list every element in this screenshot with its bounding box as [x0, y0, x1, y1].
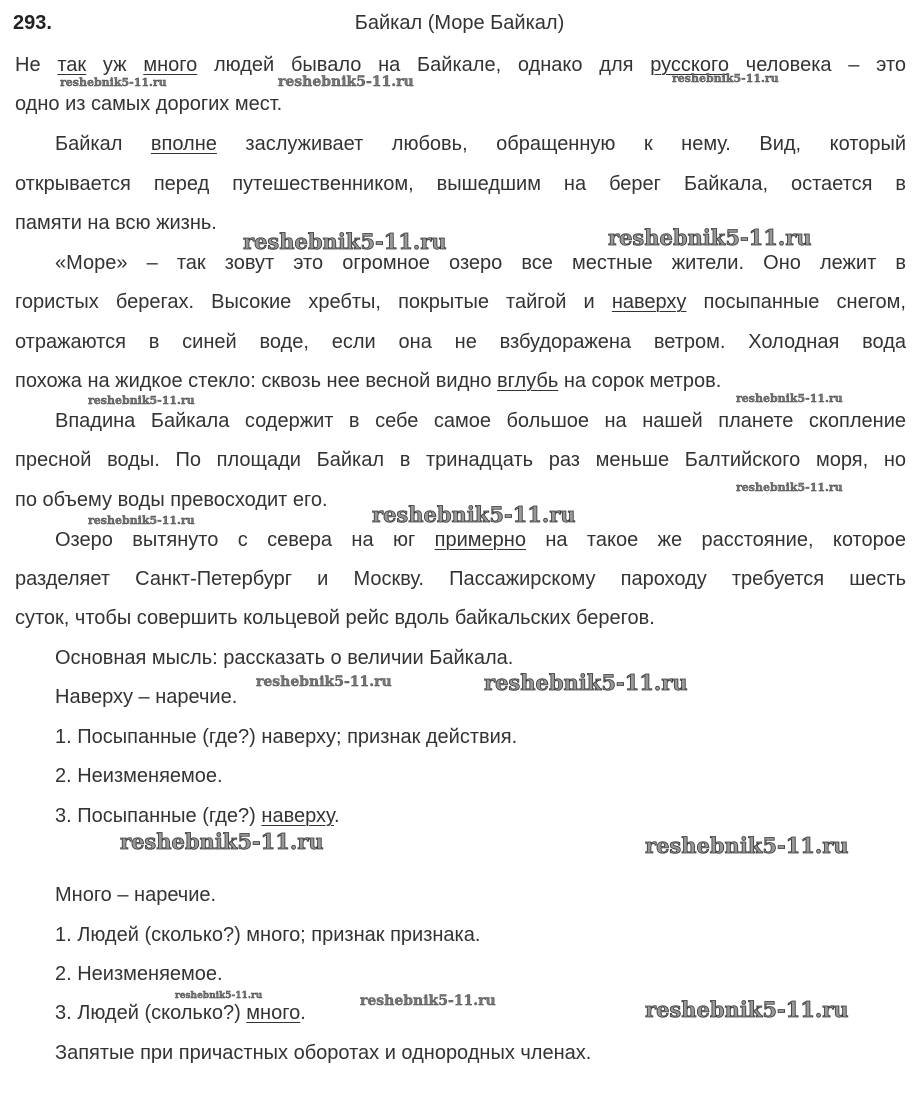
text-segment: памяти на всю жизнь.: [15, 212, 217, 234]
text-segment: 1. Посыпанные (где?) наверху; признак действия.: [55, 726, 518, 748]
watermark: reshebnik5-11.ru: [88, 394, 195, 407]
text-segment: Впадина Байкала содержит в себе самое большое на нашей планете скопление: [55, 410, 906, 432]
text-segment: одно из самых дорогих мест.: [15, 93, 283, 115]
text-segment: 3. Посыпанные (где?): [55, 805, 262, 827]
watermark: reshebnik5-11.ru: [278, 74, 414, 90]
text-segment: открывается перед путешественником, вышедшим на берег Байкала, остается в: [15, 173, 906, 195]
text-segment: Основная мысль: рассказать о величии Байкала.: [55, 647, 514, 669]
text-line: [55, 923, 480, 947]
watermark: reshebnik5-11.ru: [484, 670, 688, 695]
watermark: reshebnik5-11.ru: [256, 674, 392, 690]
underlined-word: вполне: [150, 133, 217, 155]
text-line: [55, 685, 237, 709]
watermark: reshebnik5-11.ru: [88, 514, 195, 527]
text-segment: 2. Неизменяемое.: [55, 963, 223, 985]
watermark: reshebnik5-11.ru: [60, 76, 167, 89]
text-segment: человека – это: [729, 54, 906, 76]
text-line: [15, 172, 906, 196]
text-segment: отражаются в синей воде, если она не взбудоражена ветром. Холодная вода: [15, 331, 906, 353]
watermark: reshebnik5-11.ru: [175, 991, 263, 1001]
text-segment: пресной воды. По площади Байкал в тринадцать раз меньше Балтийского моря, но: [15, 449, 906, 471]
text-segment: Наверху – наречие.: [55, 686, 238, 708]
underlined-word: много: [143, 54, 198, 76]
text-segment: 3. Людей (сколько?): [55, 1002, 247, 1024]
text-segment: посыпанные снегом,: [686, 291, 906, 313]
text-line: [15, 606, 655, 630]
text-title: Байкал (Море Байкал): [354, 12, 565, 34]
text-segment: «Море» – так зовут это огромное озеро все местные жители. Оно лежит в: [55, 252, 906, 274]
watermark: reshebnik5-11.ru: [372, 502, 576, 527]
watermark: reshebnik5-11.ru: [608, 225, 812, 250]
text-line: [55, 1001, 306, 1025]
text-segment: суток, чтобы совершить кольцевой рейс вдоль байкальских берегов.: [15, 607, 655, 629]
underlined-word: так: [57, 54, 87, 76]
watermark: reshebnik5-11.ru: [736, 481, 843, 494]
text-line: [15, 448, 906, 472]
underlined-word: вглубь: [497, 370, 559, 392]
text-segment: Байкал: [55, 133, 151, 155]
text-segment: похожа на жидкое стекло: сквозь нее весной видно: [15, 370, 498, 392]
text-segment: на сорок метров.: [558, 370, 722, 392]
underlined-word: наверху: [261, 805, 334, 827]
watermark: reshebnik5-11.ru: [672, 72, 779, 85]
exercise-number: 293.: [13, 12, 52, 34]
watermark: reshebnik5-11.ru: [243, 229, 447, 254]
watermark: reshebnik5-11.ru: [645, 833, 849, 858]
text-segment: заслуживает любовь, обращенную к нему. Вид, который: [216, 133, 906, 155]
text-line: [15, 211, 217, 235]
underlined-word: много: [246, 1002, 301, 1024]
text-line: [15, 330, 906, 354]
text-line: [15, 567, 906, 591]
text-segment: .: [334, 805, 340, 827]
text-line: [15, 290, 906, 314]
text-segment: .: [300, 1002, 306, 1024]
underlined-word: русского: [650, 54, 729, 76]
text-line: [55, 883, 216, 907]
text-line: [15, 92, 282, 116]
text-line: [55, 251, 906, 275]
text-line: [55, 804, 340, 828]
text-line: [55, 764, 223, 788]
watermark: reshebnik5-11.ru: [645, 997, 849, 1022]
text-segment: по объему воды превосходит его.: [15, 489, 328, 511]
watermark: reshebnik5-11.ru: [736, 392, 843, 405]
text-segment: Не: [15, 54, 58, 76]
text-segment: на такое же расстояние, которое: [525, 529, 906, 551]
text-line: [15, 488, 328, 512]
text-line: [55, 646, 513, 670]
text-segment: людей бывало на Байкале, однако для: [197, 54, 651, 76]
text-segment: Озеро вытянуто с севера на юг: [55, 529, 435, 551]
text-line: [55, 962, 223, 986]
text-segment: Запятые при причастных оборотах и однородных членах.: [55, 1042, 592, 1064]
text-line: [15, 369, 721, 393]
watermark: reshebnik5-11.ru: [120, 829, 324, 854]
text-segment: 1. Людей (сколько?) много; признак признака.: [55, 924, 481, 946]
text-line: [55, 1041, 591, 1065]
text-line: [55, 409, 906, 433]
text-line: [55, 725, 517, 749]
watermark: reshebnik5-11.ru: [360, 993, 496, 1009]
underlined-word: примерно: [434, 529, 526, 551]
text-line: [55, 132, 906, 156]
text-segment: разделяет Санкт-Петербург и Москву. Пассажирскому пароходу требуется шесть: [15, 568, 906, 590]
underlined-word: наверху: [611, 291, 687, 313]
text-segment: уж: [86, 54, 144, 76]
text-segment: гористых берегах. Высокие хребты, покрытые тайгой и: [15, 291, 612, 313]
text-segment: 2. Неизменяемое.: [55, 765, 223, 787]
text-line: [55, 528, 906, 552]
text-segment: Много – наречие.: [55, 884, 217, 906]
